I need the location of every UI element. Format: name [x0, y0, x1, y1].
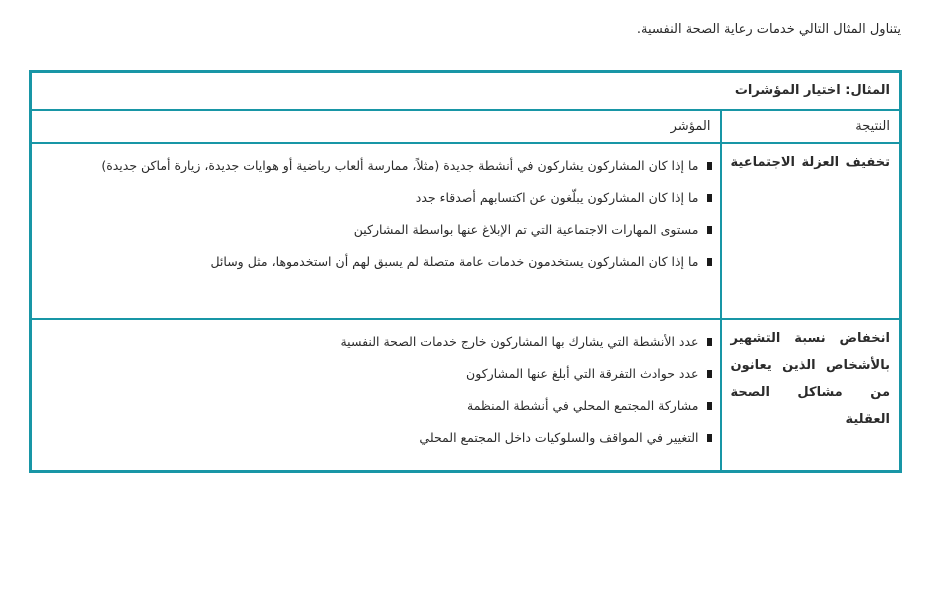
bullet-icon [707, 258, 712, 266]
indicator-text: التغيير في المواقف والسلوكيات داخل المجتمع المحلي [419, 430, 699, 445]
list-item [40, 150, 712, 182]
list-item [40, 326, 712, 358]
header-result: النتيجة [721, 110, 901, 143]
indicator-list [40, 326, 712, 454]
result-text: تخفيف العزلة الاجتماعية [730, 155, 890, 170]
result-cell [721, 143, 901, 319]
indicator-text: مشاركة المجتمع المحلي في أنشطة المنظمة [467, 398, 699, 413]
bullet-icon [707, 162, 712, 170]
list-item [40, 358, 712, 390]
result-cell [721, 319, 901, 472]
table-title: المثال: اختيار المؤشرات [31, 72, 901, 111]
list-item [40, 246, 712, 278]
list-item [40, 422, 712, 454]
indicator-text: ما إذا كان المشاركون يشاركون في أنشطة جديدة (مثلاً، ممارسة ألعاب رياضية أو هوايات جديدة، زيارة أماكن جديدة) [101, 158, 699, 173]
indicator-text: مستوى المهارات الاجتماعية التي تم الإبلاغ عنها بواسطة المشاركين [353, 222, 699, 237]
bullet-icon [707, 402, 712, 410]
table-row [31, 143, 901, 319]
header-indicator: المؤشر [31, 110, 721, 143]
bullet-icon [707, 194, 712, 202]
indicator-cell [31, 143, 721, 319]
indicator-text: عدد حوادث التفرقة التي أبلغ عنها المشاركون [466, 366, 699, 381]
table-title-row [31, 72, 901, 111]
table-row [31, 319, 901, 472]
bullet-icon [707, 338, 712, 346]
result-text: انخفاض نسبة التشهير بالأشخاص الذين يعانون من مشاكل الصحة العقلية [730, 331, 890, 427]
indicator-text: عدد الأنشطة التي يشارك بها المشاركون خارج خدمات الصحة النفسية [340, 334, 699, 349]
list-item [40, 214, 712, 246]
bullet-icon [707, 434, 712, 442]
list-item [40, 390, 712, 422]
indicator-text: ما إذا كان المشاركون يستخدمون خدمات عامة متصلة لم يسبق لهم أن استخدموها، مثل وسائل [210, 254, 699, 269]
indicator-text: ما إذا كان المشاركون يبلّغون عن اكتسابهم أصدقاء جدد [415, 190, 699, 205]
indicator-list [40, 150, 712, 278]
list-item [40, 182, 712, 214]
table-header-row [31, 110, 901, 143]
bullet-icon [707, 226, 712, 234]
indicators-table [29, 70, 902, 473]
intro-text: يتناول المثال التالي خدمات رعاية الصحة النفسية. [636, 22, 901, 37]
indicator-cell [31, 319, 721, 472]
bullet-icon [707, 370, 712, 378]
